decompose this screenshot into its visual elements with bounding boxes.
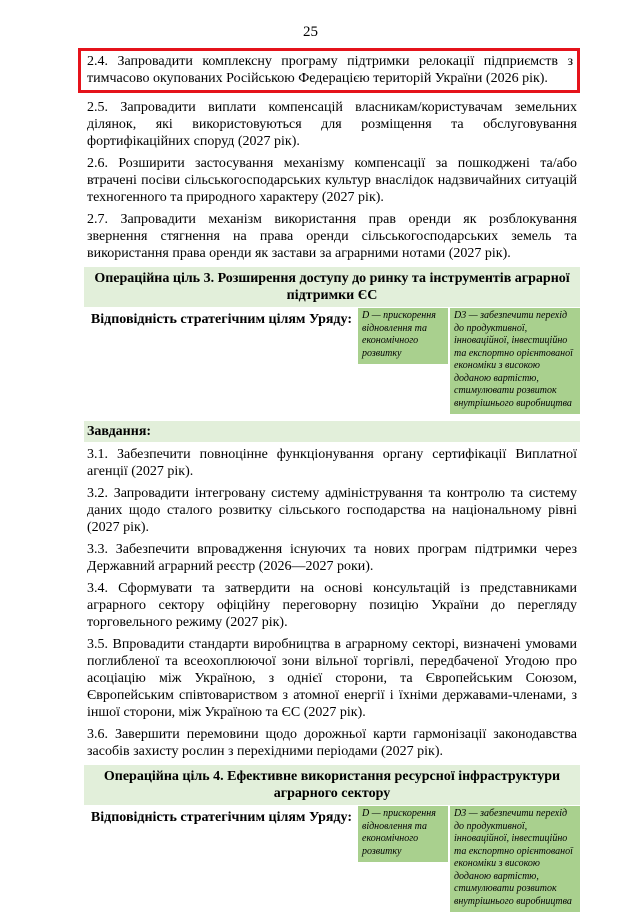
- operational-goal-4-header: Операційна ціль 4. Ефективне використання ресурсної інфраструктури аграрного сектору: [84, 765, 580, 805]
- task-3-4: 3.4. Сформувати та затвердити на основі консультацій із представниками аграрного сектору офіційну переговорну позицію України до перегляду торговельного режиму (2027 рік).: [87, 581, 577, 630]
- document-body: [84, 48, 580, 919]
- task-3-1: 3.1. Забезпечити повноцінне функціонування органу сертифікації Виплатної агенції (2027 рік).: [87, 447, 577, 479]
- item-2-4: 2.4. Запровадити комплексну програму підтримки релокації підприємств з тимчасово окупованих Російською Федерацією територій України (2026 рік).: [87, 54, 573, 86]
- item-2-7: 2.7. Запровадити механізм використання прав оренди як розблокування звернення стягнення на права оренди сільськогосподарських земель та використання права оренди як застави за аграрними нотами (2027 рік).: [87, 212, 577, 261]
- task-3-2: 3.2. Запровадити інтегровану систему адміністрування та контролю та систему даних щодо сталого розвитку сільського господарства на національному рівні (2027 рік).: [87, 486, 577, 535]
- strategic-goal-d3: D3 — забезпечити перехід до продуктивної, інноваційної, інвестиційно та експортно орієнтованої економіки з високою доданою вартістю, стимулювати розвиток внутрішнього виробництва: [450, 308, 580, 414]
- page-number: 25: [303, 24, 318, 40]
- highlighted-item: [78, 48, 580, 93]
- item-2-5: 2.5. Запровадити виплати компенсацій власникам/користувачам земельних ділянок, які використовуються для розміщення та обслуговування фортифікаційних споруд (2027 рік).: [87, 100, 577, 149]
- alignment-label: Відповідність стратегічним цілям Уряду:: [90, 312, 352, 327]
- item-2-6: 2.6. Розширити застосування механізму компенсації за пошкоджені та/або втрачені посіви сільськогосподарських культур внаслідок надзвичайних ситуацій техногенного та природного характеру (2027 рік).: [87, 156, 577, 205]
- operational-goal-3-header: Операційна ціль 3. Розширення доступу до ринку та інструментів аграрної підтримки ЄС: [84, 267, 580, 307]
- task-3-6: 3.6. Завершити перемовини щодо дорожньої карти гармонізації законодавства засобів захисту рослин з перехідними періодами (2027 рік).: [87, 727, 577, 759]
- goal-3-alignment-row: [84, 308, 580, 414]
- task-3-5: 3.5. Впровадити стандарти виробництва в аграрному секторі, визначені умовами поглибленої та всеохоплюючої зони вільної торгівлі, передбаченої Угодою про асоціацію між Україною, з однієї сторони, та Європейським Союзом, Європейським співтовариством з атомної енергії і їхніми державами-членами, з іншої сторони, між Україною та ЄС (2027 рік).: [87, 637, 577, 720]
- tasks-header: Завдання:: [84, 421, 580, 442]
- strategic-goal-d3: D3 — забезпечити перехід до продуктивної, інноваційної, інвестиційно та експортно орієнтованої економіки з високою доданою вартістю, стимулювати розвиток внутрішнього виробництва: [450, 806, 580, 912]
- goal-4-alignment-row: [84, 806, 580, 912]
- task-3-3: 3.3. Забезпечити впровадження існуючих та нових програм підтримки через Державний аграрний реєстр (2026—2027 роки).: [87, 542, 577, 574]
- strategic-goal-d: D — прискорення відновлення та економічного розвитку: [358, 806, 448, 862]
- strategic-goal-d: D — прискорення відновлення та економічного розвитку: [358, 308, 448, 364]
- alignment-label: Відповідність стратегічним цілям Уряду:: [90, 810, 352, 825]
